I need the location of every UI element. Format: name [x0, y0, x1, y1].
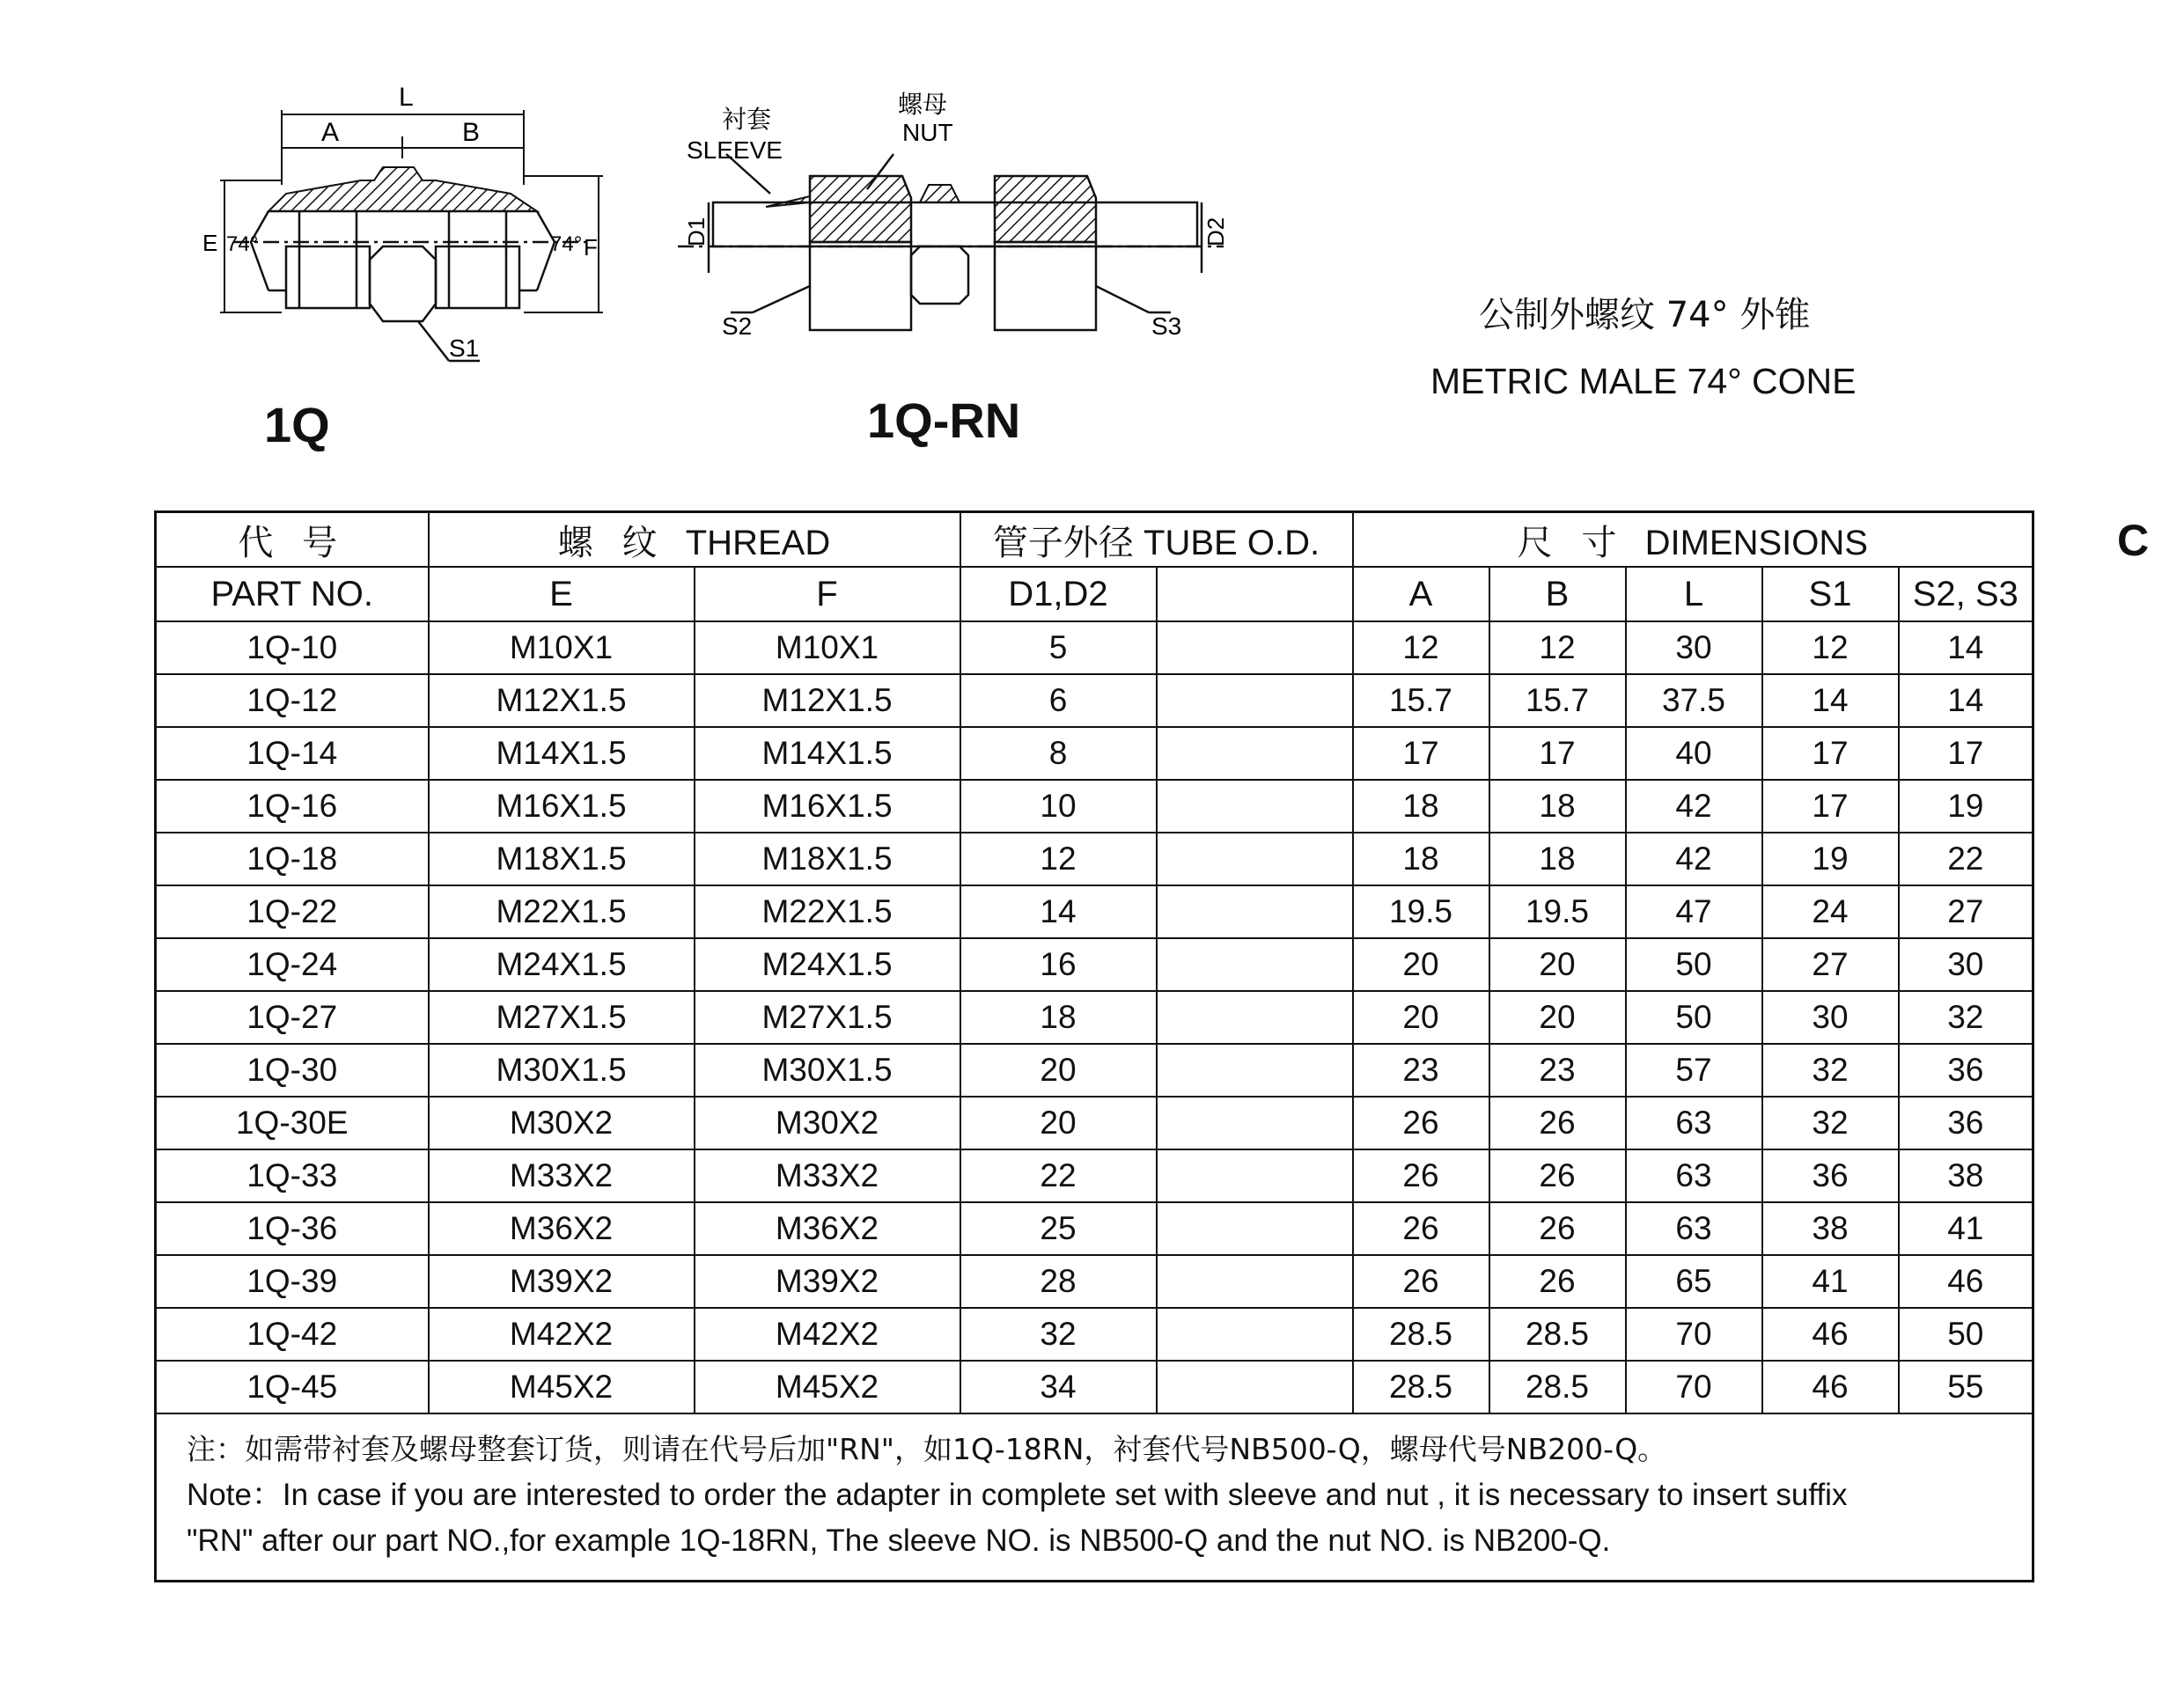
cell-e: M33X2 [429, 1149, 695, 1202]
header-col-s2s3: S2, S3 [1899, 567, 2033, 621]
label-D2: D2 [1202, 217, 1229, 246]
cell-e: M18X1.5 [429, 833, 695, 885]
cell-b: 26 [1489, 1202, 1626, 1255]
cell-s2s3: 36 [1899, 1097, 2033, 1149]
cell-a: 17 [1353, 727, 1489, 780]
cell-part-no: 1Q-27 [156, 991, 429, 1044]
label-L: L [399, 83, 414, 112]
cell-s1: 27 [1762, 938, 1899, 991]
cell-a: 26 [1353, 1202, 1489, 1255]
cell-l: 47 [1626, 885, 1762, 938]
cell-d1d2: 20 [960, 1097, 1157, 1149]
cell-s2s3: 22 [1899, 833, 2033, 885]
cell-e: M36X2 [429, 1202, 695, 1255]
cell-s1: 17 [1762, 727, 1899, 780]
cell-a: 28.5 [1353, 1308, 1489, 1361]
cell-e: M42X2 [429, 1308, 695, 1361]
spec-table [154, 510, 2034, 1582]
cell-e: M24X1.5 [429, 938, 695, 991]
cell-l: 40 [1626, 727, 1762, 780]
cell-l: 42 [1626, 833, 1762, 885]
table-body [156, 621, 2033, 1582]
cell-d1d2: 5 [960, 621, 1157, 674]
header-col-a: A [1353, 567, 1489, 621]
cell-l: 65 [1626, 1255, 1762, 1308]
table-row [156, 1097, 2033, 1149]
cell-s1: 36 [1762, 1149, 1899, 1202]
cell-d1d2: 10 [960, 780, 1157, 833]
cell-e: M10X1 [429, 621, 695, 674]
cell-s1: 24 [1762, 885, 1899, 938]
cell-s1: 17 [1762, 780, 1899, 833]
cell-s1: 46 [1762, 1308, 1899, 1361]
cell-part-no: 1Q-16 [156, 780, 429, 833]
header-dimensions: 尺 寸 DIMENSIONS [1353, 512, 2033, 568]
cell-f: M30X1.5 [695, 1044, 960, 1097]
cell-blank [1157, 1255, 1353, 1308]
cell-d1d2: 8 [960, 727, 1157, 780]
cell-l: 50 [1626, 991, 1762, 1044]
cell-s2s3: 14 [1899, 674, 2033, 727]
label-B: B [462, 118, 481, 147]
cell-b: 28.5 [1489, 1361, 1626, 1413]
heading-cn: 公制外螺纹 74° 外锥 [1479, 295, 1811, 335]
cell-l: 57 [1626, 1044, 1762, 1097]
cell-f: M36X2 [695, 1202, 960, 1255]
table-row [156, 833, 2033, 885]
label-nut-cn: 螺母 [898, 91, 948, 118]
cell-a: 20 [1353, 991, 1489, 1044]
cell-d1d2: 12 [960, 833, 1157, 885]
cell-a: 18 [1353, 833, 1489, 885]
cell-s1: 30 [1762, 991, 1899, 1044]
label-S1: S1 [449, 334, 480, 362]
label-sleeve-cn: 衬套 [722, 106, 772, 133]
cell-blank [1157, 1308, 1353, 1361]
cell-blank [1157, 780, 1353, 833]
cell-s2s3: 17 [1899, 727, 2033, 780]
cell-f: M22X1.5 [695, 885, 960, 938]
cell-s2s3: 36 [1899, 1044, 2033, 1097]
label-D1: D1 [683, 217, 710, 246]
cell-e: M30X2 [429, 1097, 695, 1149]
model-label-1q-rn: 1Q-RN [867, 393, 1021, 448]
cell-blank [1157, 1044, 1353, 1097]
cell-blank [1157, 1149, 1353, 1202]
cell-b: 26 [1489, 1255, 1626, 1308]
cell-b: 18 [1489, 833, 1626, 885]
cell-l: 63 [1626, 1202, 1762, 1255]
cell-d1d2: 32 [960, 1308, 1157, 1361]
label-F: F [584, 234, 598, 261]
cell-part-no: 1Q-30 [156, 1044, 429, 1097]
heading-en: METRIC MALE 74° CONE [1430, 361, 1857, 401]
cell-f: M39X2 [695, 1255, 960, 1308]
cell-b: 17 [1489, 727, 1626, 780]
cell-b: 28.5 [1489, 1308, 1626, 1361]
note-row [156, 1413, 2033, 1582]
cell-part-no: 1Q-14 [156, 727, 429, 780]
cell-s1: 46 [1762, 1361, 1899, 1413]
header-thread: 螺 纹 THREAD [429, 512, 960, 568]
cell-blank [1157, 885, 1353, 938]
cell-s2s3: 19 [1899, 780, 2033, 833]
table-row [156, 780, 2033, 833]
cell-e: M16X1.5 [429, 780, 695, 833]
section-letter: C [2117, 516, 2150, 565]
cell-part-no: 1Q-12 [156, 674, 429, 727]
cell-l: 42 [1626, 780, 1762, 833]
header-part-en: PART NO. [156, 567, 429, 621]
table-row [156, 1255, 2033, 1308]
cell-f: M16X1.5 [695, 780, 960, 833]
cell-blank [1157, 727, 1353, 780]
cell-s1: 32 [1762, 1097, 1899, 1149]
table-row [156, 727, 2033, 780]
cell-s2s3: 27 [1899, 885, 2033, 938]
header-row-1 [156, 512, 2033, 568]
cell-s1: 14 [1762, 674, 1899, 727]
header-col-f: F [695, 567, 960, 621]
cell-a: 23 [1353, 1044, 1489, 1097]
cell-blank [1157, 1097, 1353, 1149]
cell-blank [1157, 938, 1353, 991]
table-row [156, 1308, 2033, 1361]
label-angle-right: 74° [550, 232, 583, 256]
cell-d1d2: 20 [960, 1044, 1157, 1097]
cell-e: M39X2 [429, 1255, 695, 1308]
cell-f: M42X2 [695, 1308, 960, 1361]
cell-e: M12X1.5 [429, 674, 695, 727]
cell-b: 20 [1489, 938, 1626, 991]
diagram-1q-rn [669, 84, 1232, 365]
cell-l: 70 [1626, 1361, 1762, 1413]
cell-e: M30X1.5 [429, 1044, 695, 1097]
table-row [156, 621, 2033, 674]
cell-b: 15.7 [1489, 674, 1626, 727]
cell-part-no: 1Q-36 [156, 1202, 429, 1255]
header-col-s1: S1 [1762, 567, 1899, 621]
cell-a: 19.5 [1353, 885, 1489, 938]
cell-f: M24X1.5 [695, 938, 960, 991]
cell-a: 18 [1353, 780, 1489, 833]
note-cell [156, 1413, 2033, 1582]
table-row [156, 991, 2033, 1044]
cell-f: M27X1.5 [695, 991, 960, 1044]
cell-f: M12X1.5 [695, 674, 960, 727]
cell-part-no: 1Q-10 [156, 621, 429, 674]
cell-l: 30 [1626, 621, 1762, 674]
cell-s2s3: 50 [1899, 1308, 2033, 1361]
cell-blank [1157, 674, 1353, 727]
cell-d1d2: 16 [960, 938, 1157, 991]
cell-e: M14X1.5 [429, 727, 695, 780]
cell-part-no: 1Q-18 [156, 833, 429, 885]
note-en-1: Note：In case if you are interested to order the adapter in complete set with sleeve and nut , it is necessary to insert suffix [187, 1478, 1848, 1512]
cell-l: 70 [1626, 1308, 1762, 1361]
label-A: A [321, 118, 340, 147]
cell-d1d2: 18 [960, 991, 1157, 1044]
cell-f: M10X1 [695, 621, 960, 674]
table-row [156, 938, 2033, 991]
table-row [156, 1044, 2033, 1097]
cell-s2s3: 41 [1899, 1202, 2033, 1255]
cell-s1: 41 [1762, 1255, 1899, 1308]
cell-d1d2: 14 [960, 885, 1157, 938]
header-tube: 管子外径 TUBE O.D. [960, 512, 1353, 568]
table-row [156, 1361, 2033, 1413]
cell-s1: 38 [1762, 1202, 1899, 1255]
cell-blank [1157, 991, 1353, 1044]
cell-f: M30X2 [695, 1097, 960, 1149]
header-col-e: E [429, 567, 695, 621]
cell-s1: 32 [1762, 1044, 1899, 1097]
label-S3: S3 [1151, 312, 1182, 340]
cell-e: M27X1.5 [429, 991, 695, 1044]
cell-e: M22X1.5 [429, 885, 695, 938]
header-row-2 [156, 567, 2033, 621]
cell-a: 26 [1353, 1149, 1489, 1202]
cell-blank [1157, 833, 1353, 885]
table-row [156, 674, 2033, 727]
cell-f: M45X2 [695, 1361, 960, 1413]
table-row [156, 1149, 2033, 1202]
cell-d1d2: 6 [960, 674, 1157, 727]
diagram-1q [198, 79, 621, 370]
cell-f: M14X1.5 [695, 727, 960, 780]
cell-a: 12 [1353, 621, 1489, 674]
cell-a: 20 [1353, 938, 1489, 991]
cell-b: 20 [1489, 991, 1626, 1044]
label-E: E [202, 230, 218, 256]
header-col-b: B [1489, 567, 1626, 621]
cell-s2s3: 38 [1899, 1149, 2033, 1202]
cell-b: 23 [1489, 1044, 1626, 1097]
cell-a: 26 [1353, 1255, 1489, 1308]
cell-b: 19.5 [1489, 885, 1626, 938]
table-row [156, 1202, 2033, 1255]
cell-part-no: 1Q-24 [156, 938, 429, 991]
cell-l: 63 [1626, 1097, 1762, 1149]
header-col-blank [1157, 567, 1353, 621]
cell-blank [1157, 621, 1353, 674]
cell-s1: 12 [1762, 621, 1899, 674]
cell-b: 26 [1489, 1149, 1626, 1202]
cell-part-no: 1Q-22 [156, 885, 429, 938]
cell-f: M18X1.5 [695, 833, 960, 885]
cell-f: M33X2 [695, 1149, 960, 1202]
cell-s2s3: 46 [1899, 1255, 2033, 1308]
cell-l: 63 [1626, 1149, 1762, 1202]
note-cn: 注：如需带衬套及螺母整套订货，则请在代号后加"RN"，如1Q-18RN，衬套代号NB500-Q，螺母代号NB200-Q。 [187, 1432, 1667, 1466]
cell-e: M45X2 [429, 1361, 695, 1413]
cell-a: 15.7 [1353, 674, 1489, 727]
cell-s1: 19 [1762, 833, 1899, 885]
cell-b: 26 [1489, 1097, 1626, 1149]
cell-b: 18 [1489, 780, 1626, 833]
cell-part-no: 1Q-33 [156, 1149, 429, 1202]
cell-a: 26 [1353, 1097, 1489, 1149]
cell-d1d2: 22 [960, 1149, 1157, 1202]
cell-blank [1157, 1361, 1353, 1413]
cell-d1d2: 28 [960, 1255, 1157, 1308]
table-row [156, 885, 2033, 938]
cell-d1d2: 25 [960, 1202, 1157, 1255]
cell-l: 37.5 [1626, 674, 1762, 727]
cell-part-no: 1Q-30E [156, 1097, 429, 1149]
cell-s2s3: 32 [1899, 991, 2033, 1044]
label-nut-en: NUT [902, 119, 953, 146]
cell-b: 12 [1489, 621, 1626, 674]
header-col-l: L [1626, 567, 1762, 621]
label-sleeve-en: SLEEVE [687, 136, 783, 164]
cell-blank [1157, 1202, 1353, 1255]
cell-part-no: 1Q-39 [156, 1255, 429, 1308]
cell-part-no: 1Q-45 [156, 1361, 429, 1413]
cell-part-no: 1Q-42 [156, 1308, 429, 1361]
header-col-d1d2: D1,D2 [960, 567, 1157, 621]
header-part-cn: 代 号 [156, 512, 429, 568]
label-angle-left: 74° [226, 232, 259, 256]
label-S2: S2 [722, 312, 753, 340]
cell-s2s3: 55 [1899, 1361, 2033, 1413]
cell-a: 28.5 [1353, 1361, 1489, 1413]
note-en-2: "RN" after our part NO.,for example 1Q-18RN, The sleeve NO. is NB500-Q and the nut NO. is NB200-Q. [187, 1523, 1611, 1558]
model-label-1q: 1Q [264, 397, 330, 452]
cell-s2s3: 30 [1899, 938, 2033, 991]
cell-d1d2: 34 [960, 1361, 1157, 1413]
cell-l: 50 [1626, 938, 1762, 991]
cell-s2s3: 14 [1899, 621, 2033, 674]
